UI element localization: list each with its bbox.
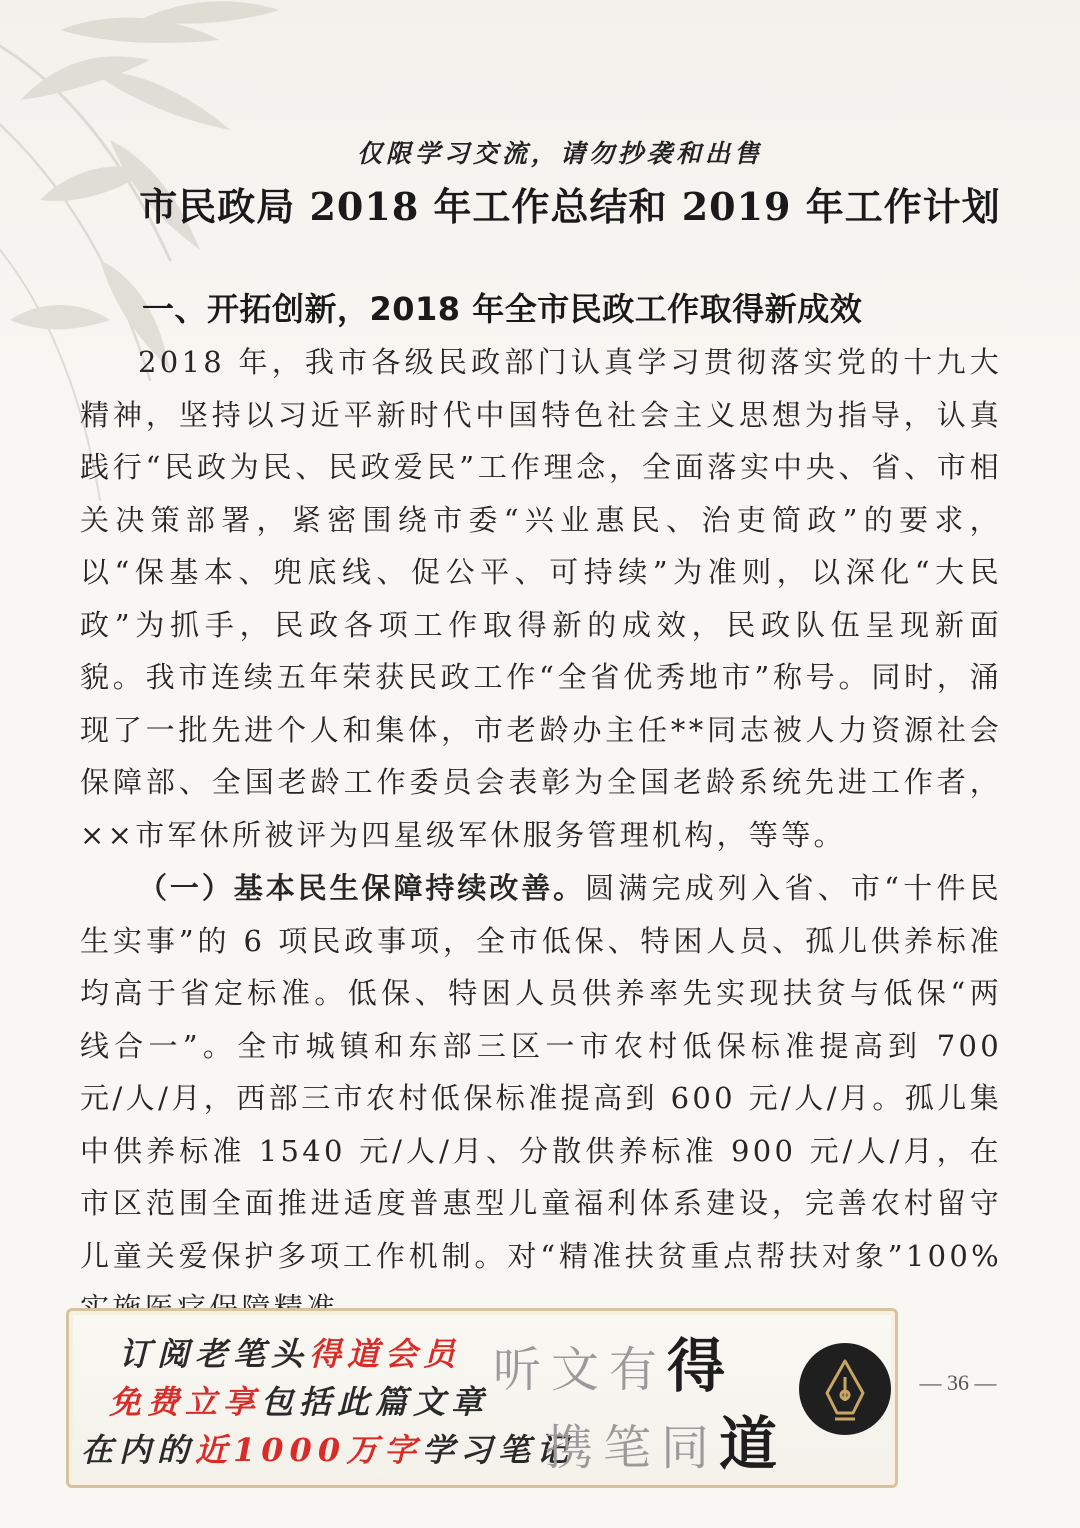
promo-line-2 bbox=[109, 1377, 489, 1423]
slogan-text: 听文有 bbox=[493, 1342, 668, 1398]
slogan-emphasis: 道 bbox=[719, 1410, 788, 1478]
slogan-text: 携笔同 bbox=[545, 1420, 720, 1476]
logo bbox=[799, 1343, 891, 1435]
promo-highlight: 近1000万字 bbox=[195, 1431, 423, 1469]
promo-text: 在内的 bbox=[81, 1431, 196, 1469]
subsection-lead: （一）基本民生保障持续改善。 bbox=[138, 871, 586, 905]
slogan-line-1 bbox=[493, 1319, 735, 1403]
promo-line-1 bbox=[119, 1329, 461, 1375]
subscription-banner[interactable] bbox=[66, 1308, 898, 1488]
body-paragraph-1: 2018 年，我市各级民政部门认真学习贯彻落实党的十九大精神，坚持以习近平新时代中国特色社会主义思想为指导，认真践行“民政为民、民政爱民”工作理念，全面落实中央、省、市相关决策部署，紧密围绕市委“兴业惠民、治吏简政”的要求，以“保基本、兜底线、促公平、可持续”为准则，以深化“大民政”为抓手，民政各项工作取得新的成效，民政队伍呈现新面貌。我市连续五年荣获民政工作“全省优秀地市”称号。同时，涌现了一批先进个人和集体，市老龄办主任**同志被人力资源社会保障部、全国老龄工作委员会表彰为全国老龄系统先进工作者，××市军休所被评为四星级军休服务管理机构，等等。 bbox=[80, 345, 1002, 852]
promo-highlight: 得道会员 bbox=[309, 1335, 462, 1373]
promo-text: 订阅老笔头 bbox=[119, 1335, 310, 1373]
pen-nib-icon bbox=[799, 1343, 891, 1435]
promo-line-3 bbox=[81, 1425, 574, 1471]
document-title: 市民政局 2018 年工作总结和 2019 年工作计划 bbox=[139, 184, 1001, 229]
page-number: — 36 — bbox=[919, 1370, 997, 1395]
promo-highlight: 免费立享 bbox=[109, 1383, 262, 1421]
slogan-emphasis: 得 bbox=[667, 1332, 736, 1400]
slogan-line-2 bbox=[545, 1397, 787, 1481]
promo-text: 包括此篇文章 bbox=[261, 1383, 490, 1421]
subsection-text: 圆满完成列入省、市“十件民生实事”的 6 项民政事项，全市低保、特困人员、孤儿供养标准均高于省定标准。低保、特困人员供养率先实现扶贫与低保“两线合一”。全市城镇和东部三区一市农村低保标准提高到 700 元/人/月，西部三市农村低保标准提高到 600 元/人/月。孤儿集中供养标准 1540 元/人/月、分散供养标准 900 元/人/月，在市区范围全面推进适度普惠型儿童福利体系建设，完善农村留守儿童关爱保护多项工作机制。对“精准扶贫重点帮扶对象”100% bbox=[80, 871, 1002, 1273]
section-heading: 一、开拓创新，2018 年全市民政工作取得新成效 bbox=[142, 290, 863, 328]
body-paragraph-2 bbox=[80, 862, 1002, 1335]
promo-text: 学习笔记 bbox=[422, 1431, 575, 1469]
copyright-notice: 仅限学习交流，请勿抄袭和出售 bbox=[356, 139, 763, 168]
